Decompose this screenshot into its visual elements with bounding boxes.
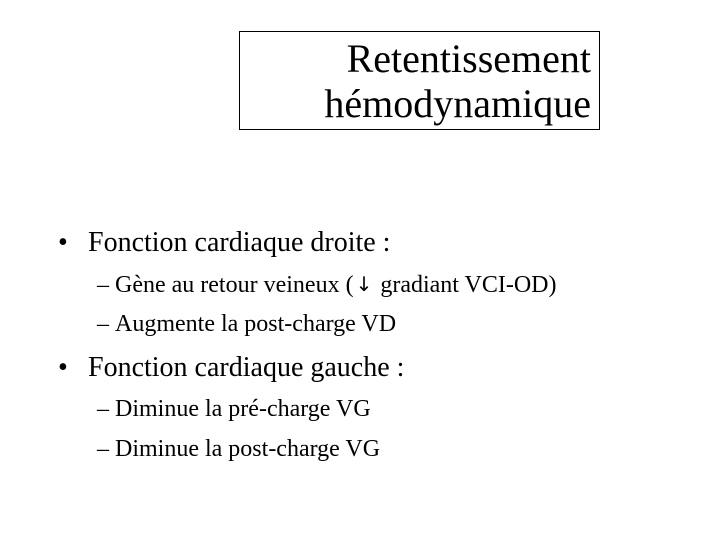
sub-bullet-dash: – <box>97 396 109 422</box>
bullet-left-heart-label: Fonction cardiaque gauche : <box>88 352 405 383</box>
sub-bullet-text: Augmente la post-charge VD <box>115 311 397 337</box>
sub-bullet-dash: – <box>97 311 109 337</box>
slide-title-line-1: Retentissement <box>346 36 591 81</box>
sub-bullet-text-after: gradiant VCI-OD) <box>374 272 557 298</box>
bullet-right-heart <box>58 227 391 259</box>
sub-bullet-dash: – <box>97 272 109 298</box>
sub-bullet-text: Diminue la post-charge VG <box>115 436 381 462</box>
sub-bullet-afterload-vg <box>97 435 380 463</box>
sub-bullet-preload-vg <box>97 395 371 423</box>
bullet-left-heart <box>58 352 405 384</box>
sub-bullet-text: Diminue la pré-charge VG <box>115 396 371 422</box>
sub-bullet-afterload-vd <box>97 310 396 338</box>
sub-bullet-venous-return <box>97 270 557 299</box>
bullet-dot: • <box>58 352 68 383</box>
bullet-dot: • <box>58 227 68 258</box>
bullet-right-heart-label: Fonction cardiaque droite : <box>88 227 391 258</box>
slide-title-line-2: hémodynamique <box>324 81 591 126</box>
sub-bullet-dash: – <box>97 436 109 462</box>
sub-bullet-text-before: Gène au retour veineux ( <box>115 272 354 298</box>
down-arrow-icon: ↓ <box>355 272 373 296</box>
